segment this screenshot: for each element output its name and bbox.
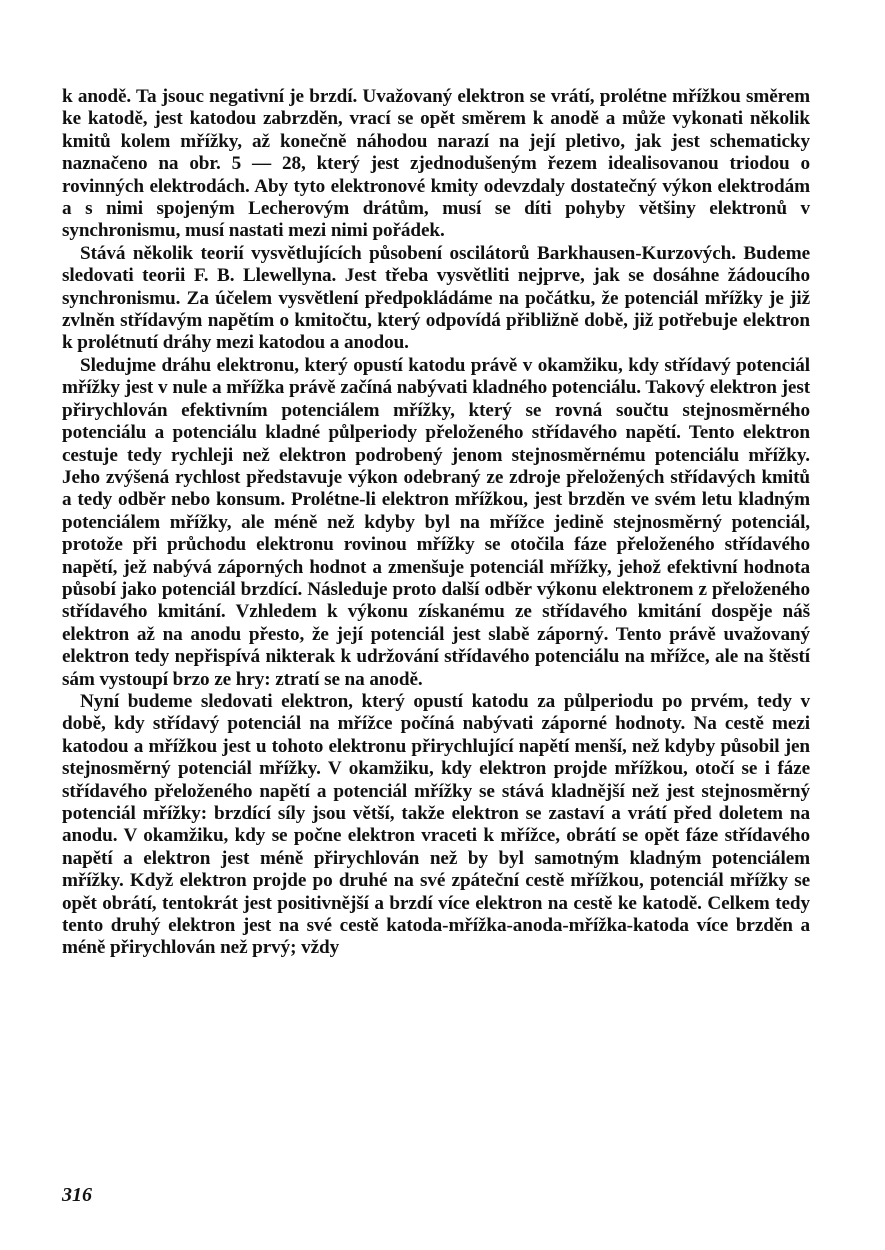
page-number: 316 [62, 1184, 92, 1206]
page-body [62, 86, 810, 960]
paragraph-3: Sledujme dráhu elektronu, který opustí katodu právě v okamžiku, kdy střídavý potenciál mřížky jest v nule a mřížka právě začíná nabývati kladného potenciálu. Takový elektron jest přirychlován efektivním potenciálem mřížky, který se rovná součtu stejnosměrného potenciálu a potenciálu kladné půlperiody přeloženého střídavého napětí. Tento elektron cestuje tedy rychleji než elektron podrobený jenom stejnosměrnému potenciálu mřížky. Jeho zvýšená rychlost představuje výkon odebraný ze zdroje přeložených střídavých kmitů a tedy odběr nebo konsum. Prolétne-li elektron mřížkou, jest brzděn ve svém letu kladným potenciálem mřížky, ale méně než kdyby byl na mřížce jedině stejnosměrný potenciál, protože při průchodu elektronu rovinou mřížky se otočila fáze přeloženého střídavého napětí, jež nabývá záporných hodnot a zmenšuje potenciál mřížky, jehož efektivní hodnota působí jako potenciál brzdící. Následuje proto další odběr výkonu elektronem z přeloženého střídavého kmitání. Vzhledem k výkonu získanému ze střídavého kmitání dospěje náš elektron až na anodu přesto, že její potenciál jest slabě záporný. Tento právě uvažovaný elektron tedy nepřispívá nikterak k udržování střídavého potenciálu na mřížce, ale na štěstí sám vystoupí brzo ze hry: ztratí se na anodě. [62, 354, 810, 690]
paragraph-4: Nyní budeme sledovati elektron, který opustí katodu za půlperiodu po prvém, tedy v době, kdy střídavý potenciál na mřížce počíná nabývati záporné hodnoty. Na cestě mezi katodou a mřížkou jest u tohoto elektronu přirychlující napětí menší, než kdyby působil jen stejnosměrný potenciál mřížky. V okamžiku, kdy elektron projde mřížkou, otočí se i fáze střídavého přeloženého napětí a potenciál mřížky se stává kladnější než jest stejnosměrný potenciál mřížky: brzdící síly jsou větší, takže elektron se zastaví a vrátí před doletem na anodu. V okamžiku, kdy se počne elektron vraceti k mřížce, obrátí se opět fáze střídavého napětí a elektron jest méně přirychlován než by byl samotným kladným potenciálem mřížky. Když elektron projde po druhé na své zpáteční cestě mřížkou, potenciál mřížky se opět obrátí, tentokrát jest positivnější a brzdí více elektron na cestě ke katodě. Celkem tedy tento druhý elektron jest na své cestě katoda-mřížka-anoda-mřížka-katoda více brzděn a méně přirychlován než prvý; vždy [62, 690, 810, 959]
paragraph-1: k anodě. Ta jsouc negativní je brzdí. Uvažovaný elektron se vrátí, prolétne mřížkou směrem ke katodě, jest katodou zabrzděn, vrací se opět směrem k anodě a může vykonati několik kmitů kolem mřížky, až konečně náhodou narazí na její pletivo, jak jest schematicky naznačeno na obr. 5 — 28, který jest zjednodušeným řezem idealisovanou triodou o rovinných elektrodách. Aby tyto elektronové kmity odevzdaly dostatečný výkon elektrodám a s nimi spojeným Lecherovým drátům, musí se díti pohyby většiny elektronů v synchronismu, musí nastati mezi nimi pořádek. [62, 86, 810, 242]
paragraph-2: Stává několik teorií vysvětlujících působení oscilátorů Barkhausen-Kurzových. Budeme sledovati teorii F. B. Llewellyna. Jest třeba vysvětliti nejprve, jak se dosáhne žádoucího synchronismu. Za účelem vysvětlení předpokládáme na počátku, že potenciál mřížky je již zvlněn střídavým napětím o kmitočtu, který odpovídá přibližně době, již potřebuje elektron k prolétnutí dráhy mezi katodou a anodou. [62, 242, 810, 354]
